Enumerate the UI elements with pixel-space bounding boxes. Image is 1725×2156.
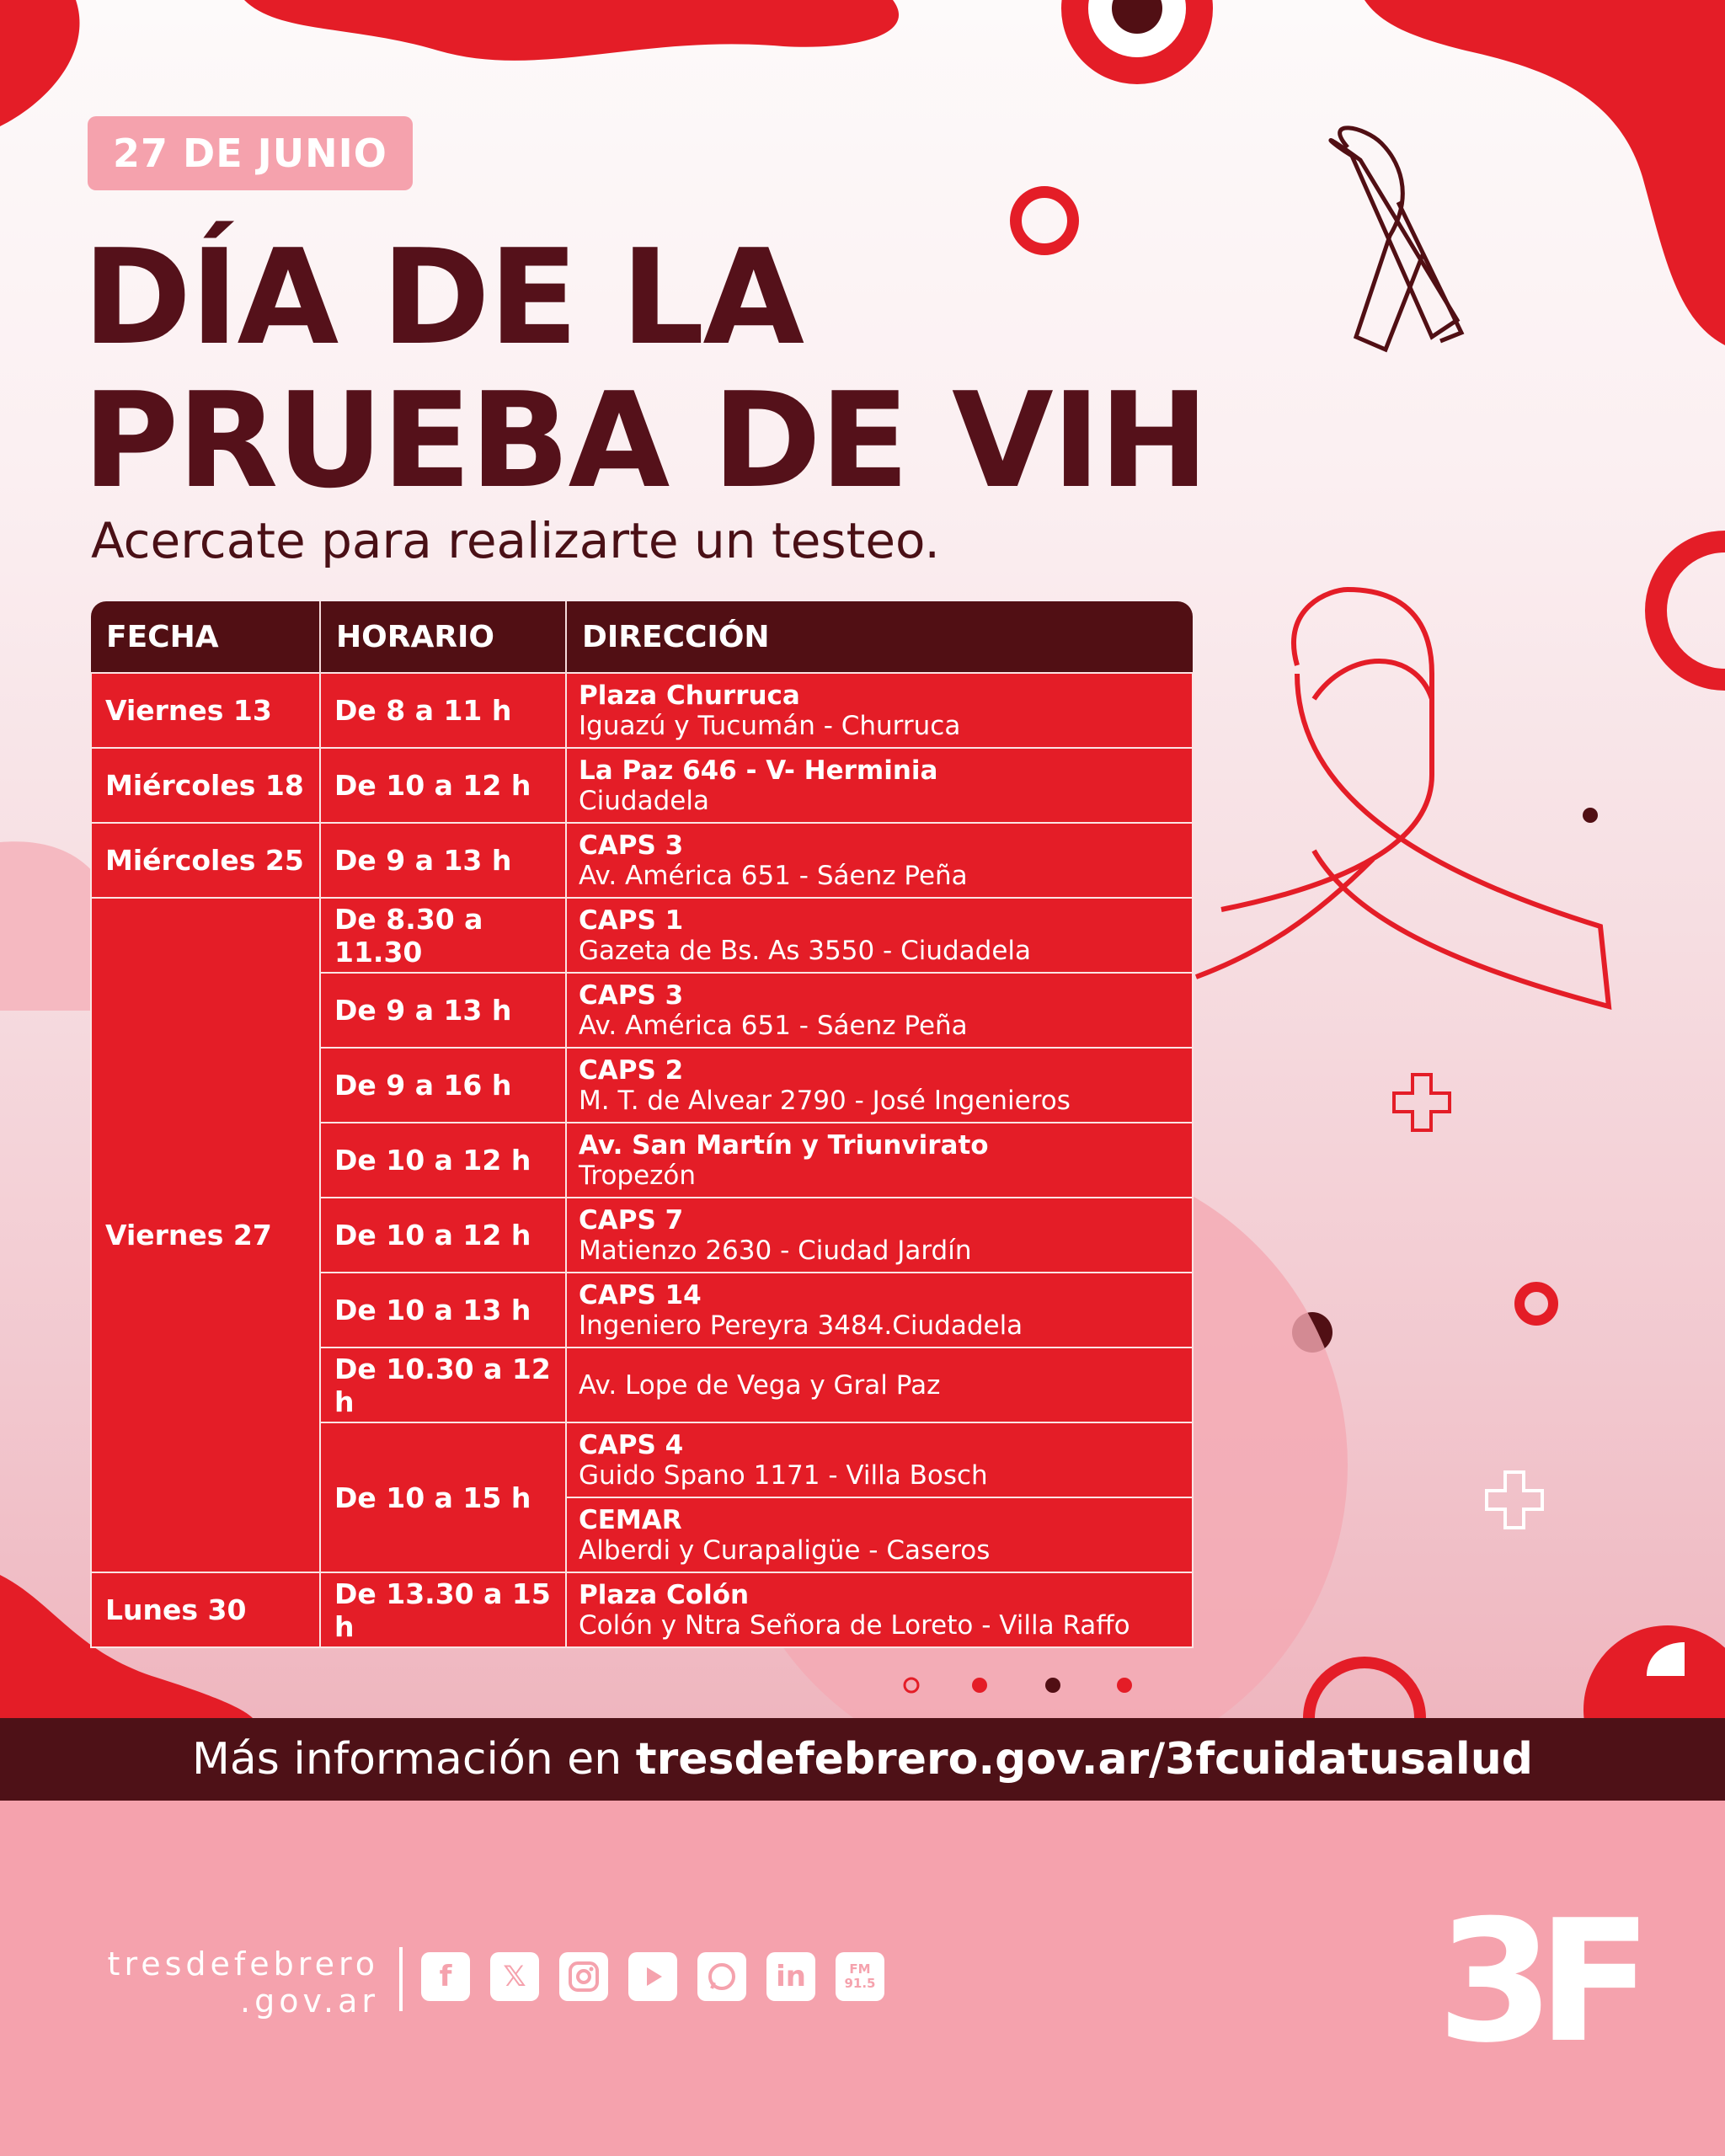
street-address: Iguazú y Tucumán - Churruca [579,710,961,741]
place-name: Av. San Martín y Triunvirato [579,1129,989,1161]
title-line-2: PRUEBA DE VIH [83,364,1208,517]
address-cell [566,1123,1193,1198]
x-icon[interactable]: 𝕏 [490,1952,539,2001]
street-address: Av. Lope de Vega y Gral Paz [579,1369,941,1401]
fm-frequency: 91.5 [844,1976,876,1991]
hour-cell: De 10 a 12 h [320,1123,566,1198]
site-logo[interactable] [91,1945,379,2020]
address-cell [566,823,1193,898]
site-logo-line-1: tresdefebrero [107,1945,379,1983]
info-bar [0,1718,1725,1801]
hour-cell: De 9 a 13 h [320,973,566,1048]
place-name: CAPS 3 [579,979,684,1011]
street-address: Tropezón [579,1160,697,1191]
hour-cell: De 10 a 12 h [320,1198,566,1273]
place-name: La Paz 646 - V- Herminia [579,755,938,786]
hour-cell: De 9 a 13 h [320,823,566,898]
hour-cell: De 8.30 a 11.30 [320,898,566,973]
place-name: CAPS 4 [579,1429,684,1460]
place-name: CAPS 2 [579,1054,684,1086]
address-cell [566,973,1193,1048]
place-name: CEMAR [579,1504,682,1535]
street-address: Av. América 651 - Sáenz Peña [579,860,968,891]
header-horario: HORARIO [320,601,566,673]
address-cell [566,1048,1193,1123]
street-address: M. T. de Alvear 2790 - José Ingenieros [579,1085,1071,1116]
place-name: CAPS 3 [579,830,684,861]
facebook-icon[interactable]: f [421,1952,470,2001]
address-cell [566,1273,1193,1348]
address-cell [566,1198,1193,1273]
page-title [83,221,1208,517]
date-cell: Miércoles 25 [91,823,320,898]
hour-cell: De 9 a 16 h [320,1048,566,1123]
address-cell [566,748,1193,823]
table-row [91,898,1193,973]
info-prefix: Más información en [192,1734,636,1785]
title-line-1: DÍA DE LA [83,221,804,374]
street-address: Ciudadela [579,785,709,816]
date-cell: Viernes 13 [91,673,320,748]
whatsapp-icon[interactable] [697,1952,746,2001]
hour-cell: De 10 a 15 h [320,1422,566,1572]
table-row [91,1572,1193,1647]
street-address: Av. América 651 - Sáenz Peña [579,1010,968,1041]
address-cell [566,1497,1193,1572]
table-header-row [91,601,1193,673]
subtitle: Acercate para realizarte un testeo. [91,512,940,569]
place-name: Plaza Churruca [579,680,800,711]
site-logo-line-2: .gov.ar [240,1983,379,2020]
divider [399,1947,403,2011]
info-url-link[interactable]: tresdefebrero.gov.ar/3fcuidatusalud [635,1734,1533,1785]
hour-cell: De 10 a 13 h [320,1273,566,1348]
linkedin-icon[interactable]: in [766,1952,815,2001]
place-name: CAPS 14 [579,1279,702,1310]
brand-logo-3f: 3F [1437,1884,1636,2080]
table-row [91,673,1193,748]
place-name: CAPS 1 [579,905,684,936]
street-address: Colón y Ntra Señora de Loreto - Villa Raffo [579,1609,1130,1641]
fm-radio-icon[interactable] [836,1952,884,2001]
table-row [91,748,1193,823]
social-icons [421,1952,884,2001]
youtube-icon[interactable] [628,1952,677,2001]
date-cell: Lunes 30 [91,1572,320,1647]
date-badge: 27 DE JUNIO [88,116,413,190]
address-cell [566,1572,1193,1647]
street-address: Ingeniero Pereyra 3484.Ciudadela [579,1310,1023,1341]
date-cell: Miércoles 18 [91,748,320,823]
instagram-icon[interactable] [559,1952,608,2001]
date-cell: Viernes 27 [91,898,320,1572]
header-fecha: FECHA [91,601,320,673]
street-address: Alberdi y Curapaligüe - Caseros [579,1534,991,1566]
street-address: Matienzo 2630 - Ciudad Jardín [579,1235,972,1266]
table-row [91,823,1193,898]
hour-cell: De 13.30 a 15 h [320,1572,566,1647]
place-name: CAPS 7 [579,1204,684,1235]
schedule-table [90,601,1194,1648]
street-address: Gazeta de Bs. As 3550 - Ciudadela [579,935,1032,966]
hour-cell: De 10.30 a 12 h [320,1348,566,1422]
address-cell [566,1348,1193,1422]
fm-label: FM [849,1961,871,1977]
hour-cell: De 10 a 12 h [320,748,566,823]
place-name: Plaza Colón [579,1579,750,1610]
header-direccion: DIRECCIÓN [566,601,1193,673]
address-cell [566,673,1193,748]
address-cell [566,1422,1193,1497]
street-address: Guido Spano 1171 - Villa Bosch [579,1460,988,1491]
address-cell [566,898,1193,973]
hour-cell: De 8 a 11 h [320,673,566,748]
